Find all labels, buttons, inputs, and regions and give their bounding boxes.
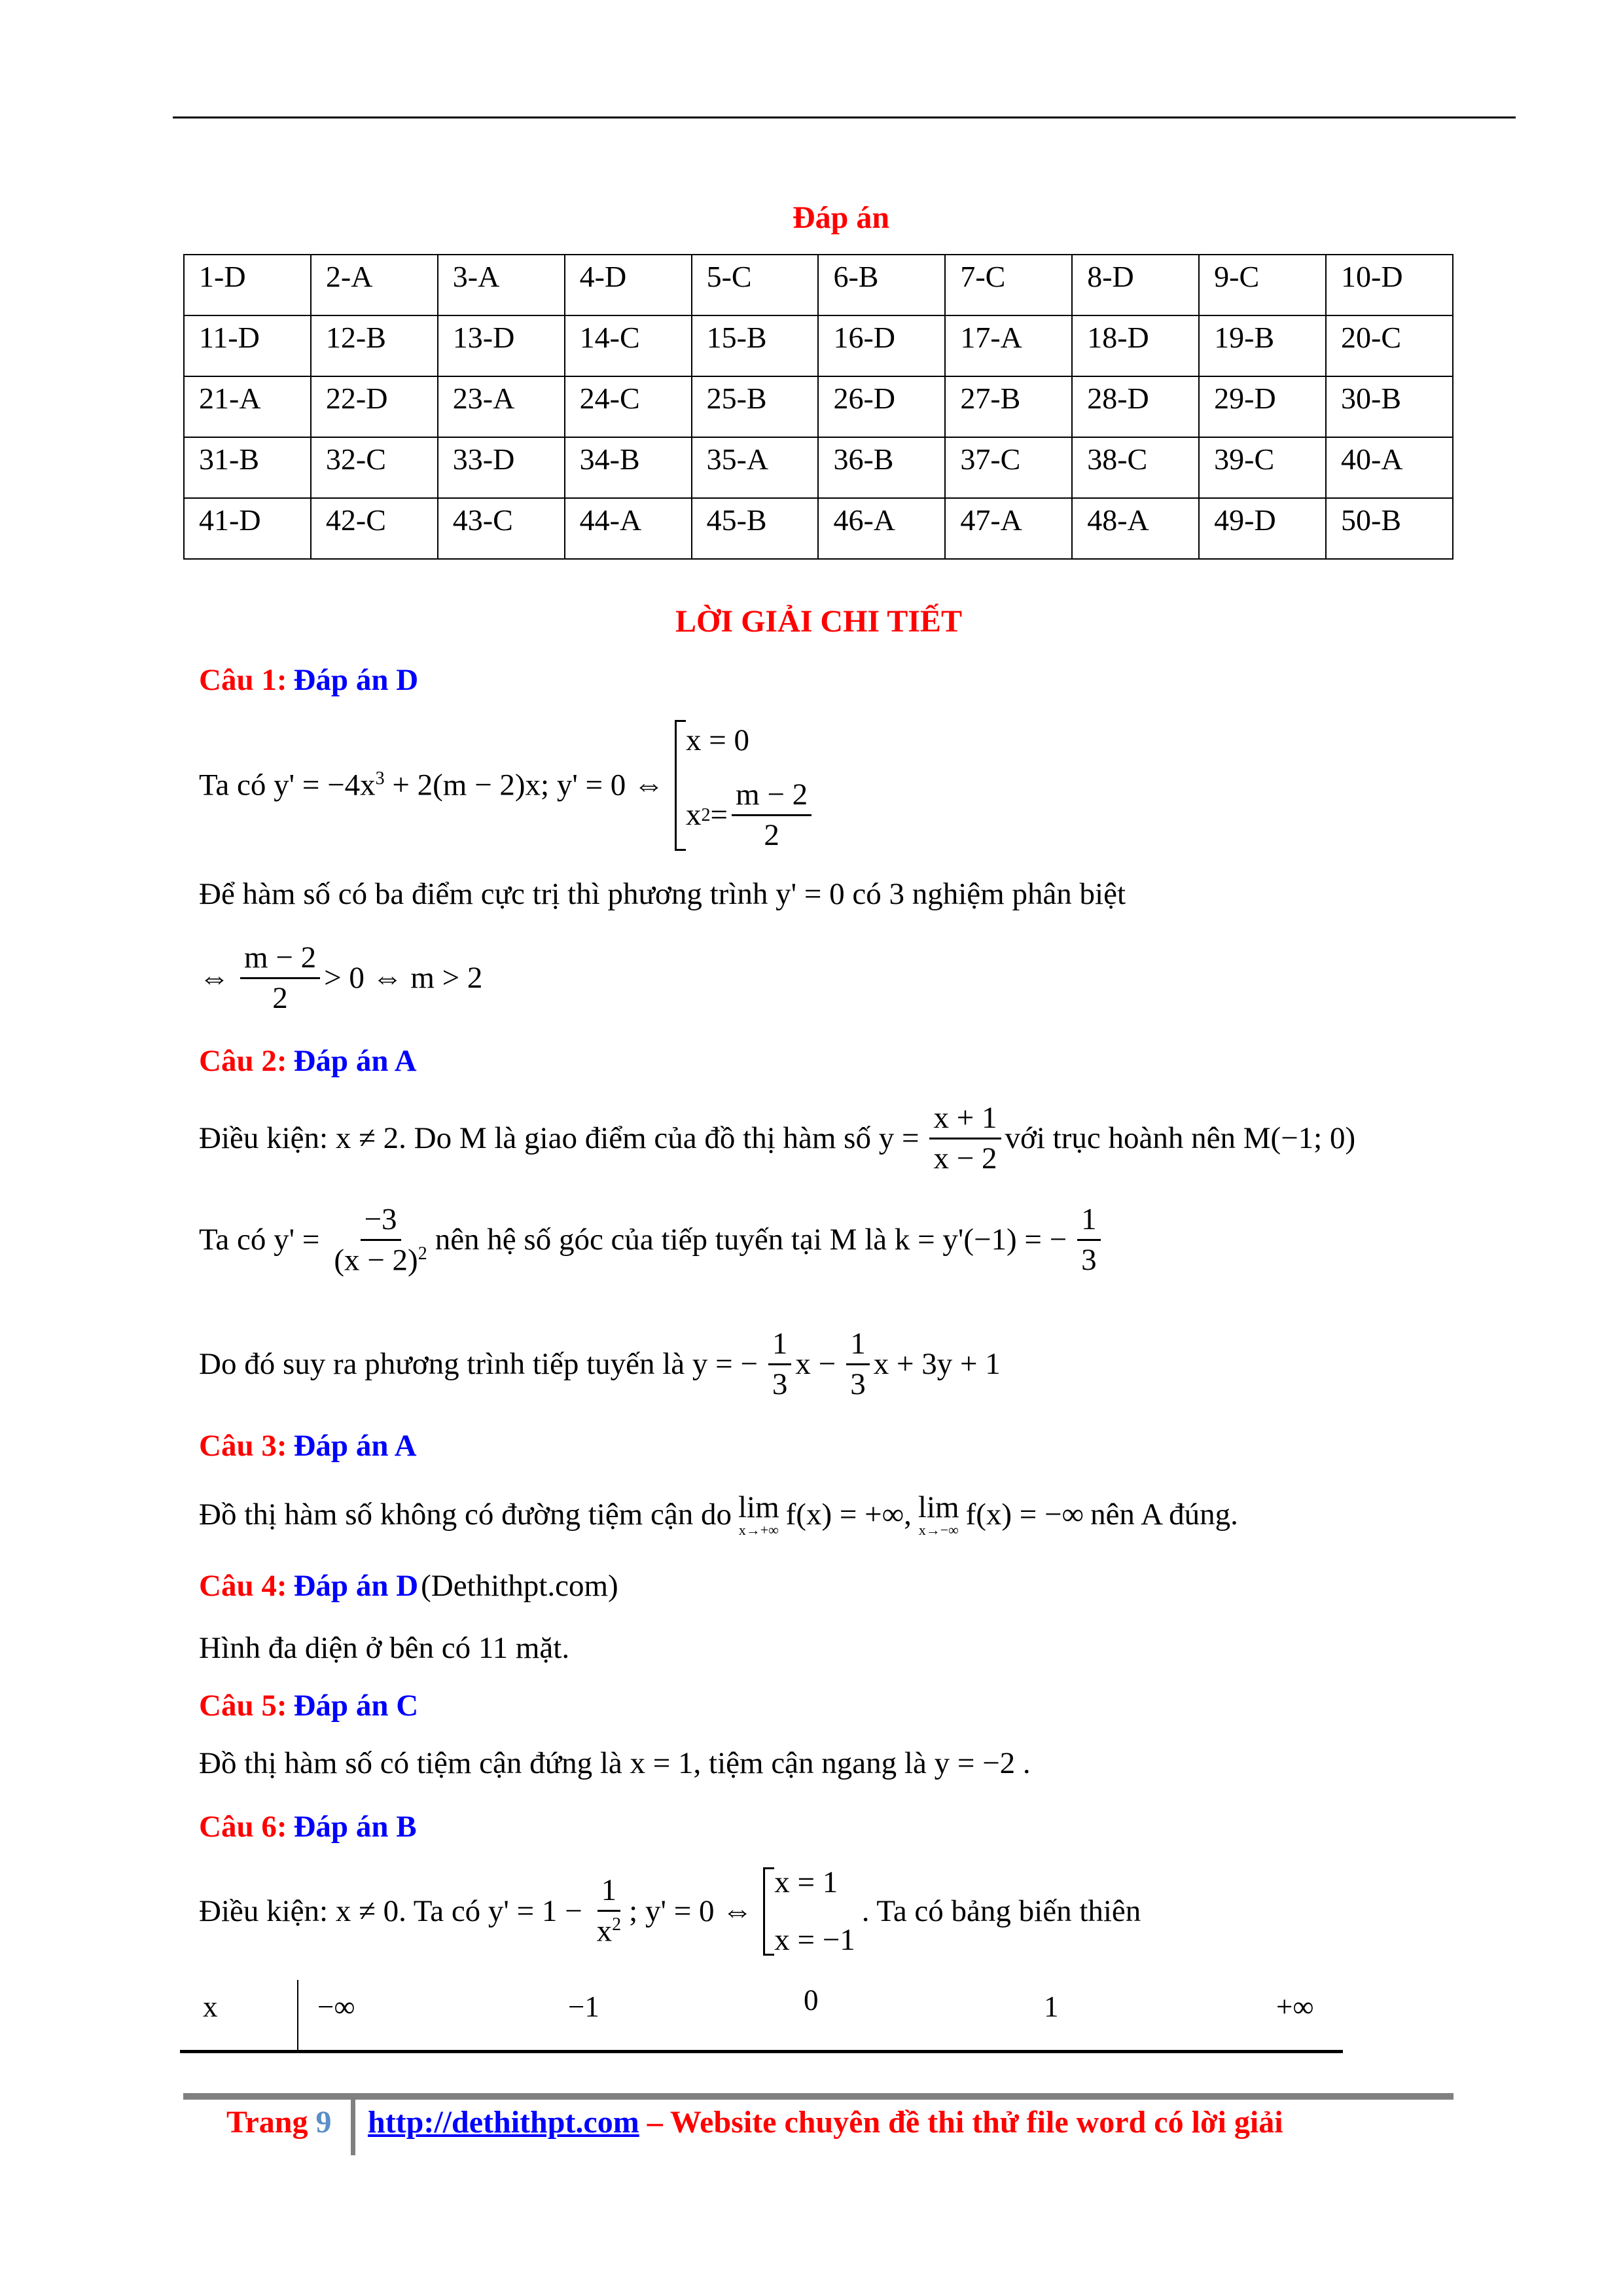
q1-label: Câu 1: <box>199 663 287 697</box>
answer-row <box>184 376 1453 437</box>
q2-heading: Câu 2: Đáp án A <box>199 1044 417 1078</box>
header-rule <box>173 117 1516 118</box>
answer-key-title: Đáp án <box>792 200 890 235</box>
answer-cell: 28-D <box>1072 376 1199 437</box>
answer-cell: 26-D <box>818 376 945 437</box>
answer-cell: 39-C <box>1199 437 1326 498</box>
q1-heading <box>199 665 425 696</box>
answer-cell: 31-B <box>184 437 311 498</box>
q2-line1: Điều kiện: x ≠ 2. Do M là giao điểm của đồ thị hàm số y = $\frac{x + 1}{x - 2}$ với trục hoành nên M(−1; 0) <box>199 1101 1356 1175</box>
answer-cell: 14-C <box>565 315 692 376</box>
answer-row <box>184 315 1453 376</box>
answer-cell: 32-C <box>311 437 438 498</box>
variation-table-x-label: x <box>203 1990 218 2023</box>
footer-page: Trang 9 <box>226 2105 332 2140</box>
answer-row <box>184 437 1453 498</box>
answer-cell: 36-B <box>818 437 945 498</box>
footer-bar <box>183 2093 1454 2100</box>
q1-line1 <box>199 720 822 851</box>
answer-cell: 21-A <box>184 376 311 437</box>
answer-cell: 23-A <box>438 376 565 437</box>
answer-cell: 1-D <box>184 255 311 315</box>
answer-cell: 40-A <box>1326 437 1453 498</box>
q6-line1: Điều kiện: x ≠ 0. Ta có y' = 1 − $\frac{1}{x^2}$ ; y' = 0 ⇔ x = 1 x = −1 . Ta có bảng biến thiên <box>199 1865 1141 1957</box>
answer-cell: 22-D <box>311 376 438 437</box>
q2-line3: Do đó suy ra phương trình tiếp tuyến là y = − $\frac{1}{3}$ x − $\frac{1}{3}$ x + 3y + 1 <box>199 1327 1001 1401</box>
answer-cell: 38-C <box>1072 437 1199 498</box>
q1-line2: Để hàm số có ba điểm cực trị thì phương trình y' = 0 có 3 nghiệm phân biệt <box>199 877 1126 911</box>
variation-table-value: 0 <box>804 1984 819 2017</box>
answer-cell: 34-B <box>565 437 692 498</box>
q1-system: x = 0 x 2 = $\frac{m - 2}{2}$ <box>675 720 815 851</box>
answer-cell: 35-A <box>692 437 819 498</box>
variation-table-value: 1 <box>1044 1990 1059 2023</box>
answer-cell: 16-D <box>818 315 945 376</box>
q2-line2: Ta có y' = $\frac{-3}{(x - 2)^2}$ nên hệ số góc của tiếp tuyến tại M là k = y'(−1) = − $\frac{1}{3}$ <box>199 1204 1105 1276</box>
answer-cell: 30-B <box>1326 376 1453 437</box>
answer-key-table <box>183 254 1454 560</box>
answer-cell: 11-D <box>184 315 311 376</box>
footer-tagline: – Website chuyên đề thi thử file word có lời giải <box>647 2105 1283 2140</box>
answer-cell: 44-A <box>565 498 692 559</box>
answer-cell: 43-C <box>438 498 565 559</box>
answer-cell: 3-A <box>438 255 565 315</box>
answer-cell: 19-B <box>1199 315 1326 376</box>
answer-cell: 8-D <box>1072 255 1199 315</box>
footer-text <box>368 2104 1283 2140</box>
answer-cell: 49-D <box>1199 498 1326 559</box>
variation-table-value: −∞ <box>317 1990 355 2023</box>
answer-cell: 48-A <box>1072 498 1199 559</box>
answer-cell: 18-D <box>1072 315 1199 376</box>
answer-cell: 46-A <box>818 498 945 559</box>
answer-cell: 9-C <box>1199 255 1326 315</box>
q4-heading: Câu 4: Đáp án D (Dethithpt.com) <box>199 1569 618 1603</box>
answer-cell: 15-B <box>692 315 819 376</box>
answer-cell: 4-D <box>565 255 692 315</box>
answer-cell: 41-D <box>184 498 311 559</box>
q3-heading: Câu 3: Đáp án A <box>199 1429 417 1463</box>
answer-cell: 29-D <box>1199 376 1326 437</box>
answer-cell: 47-A <box>945 498 1072 559</box>
q5-line1: Đồ thị hàm số có tiệm cận đứng là x = 1, tiệm cận ngang là y = −2 . <box>199 1746 1031 1780</box>
answer-cell: 12-B <box>311 315 438 376</box>
answer-cell: 27-B <box>945 376 1072 437</box>
q4-line1: Hình đa diện ở bên có 11 mặt. <box>199 1631 570 1665</box>
q6-heading: Câu 6: Đáp án B <box>199 1810 417 1844</box>
answer-cell: 2-A <box>311 255 438 315</box>
answer-cell: 13-D <box>438 315 565 376</box>
variation-table-rule <box>180 2050 1343 2053</box>
answer-cell: 10-D <box>1326 255 1453 315</box>
answer-cell: 33-D <box>438 437 565 498</box>
q5-heading: Câu 5: Đáp án C <box>199 1689 419 1723</box>
variation-table-value: +∞ <box>1276 1990 1314 2023</box>
footer-link[interactable]: http://dethithpt.com <box>368 2105 639 2140</box>
answer-cell: 42-C <box>311 498 438 559</box>
footer-divider <box>351 2100 355 2155</box>
q3-line1: Đồ thị hàm số không có đường tiệm cận do lim x→+∞ f(x) = +∞, lim x→−∞ f(x) = −∞ nên A đúng. <box>199 1490 1238 1538</box>
page-number: 9 <box>315 2105 332 2140</box>
answer-cell: 24-C <box>565 376 692 437</box>
q1-text: Ta có $y' = -4x^3 + 2(m - 2)x$; y' = 0 ⇔ <box>199 768 665 802</box>
answer-cell: 37-C <box>945 437 1072 498</box>
answer-cell: 5-C <box>692 255 819 315</box>
variation-table-divider <box>297 1980 298 2051</box>
answer-row <box>184 255 1453 315</box>
answer-cell: 50-B <box>1326 498 1453 559</box>
q1-line3: ⇔ m − 2 2 > 0 ⇔ m > 2 <box>199 941 483 1015</box>
answer-cell: 20-C <box>1326 315 1453 376</box>
answer-row <box>184 498 1453 559</box>
variation-table-value: −1 <box>568 1990 599 2023</box>
solution-title: LỜI GIẢI CHI TIẾT <box>675 604 962 639</box>
answer-cell: 7-C <box>945 255 1072 315</box>
answer-cell: 17-A <box>945 315 1072 376</box>
answer-cell: 6-B <box>818 255 945 315</box>
answer-cell: 25-B <box>692 376 819 437</box>
answer-cell: 45-B <box>692 498 819 559</box>
q1-answer: Đáp án D <box>293 663 419 697</box>
